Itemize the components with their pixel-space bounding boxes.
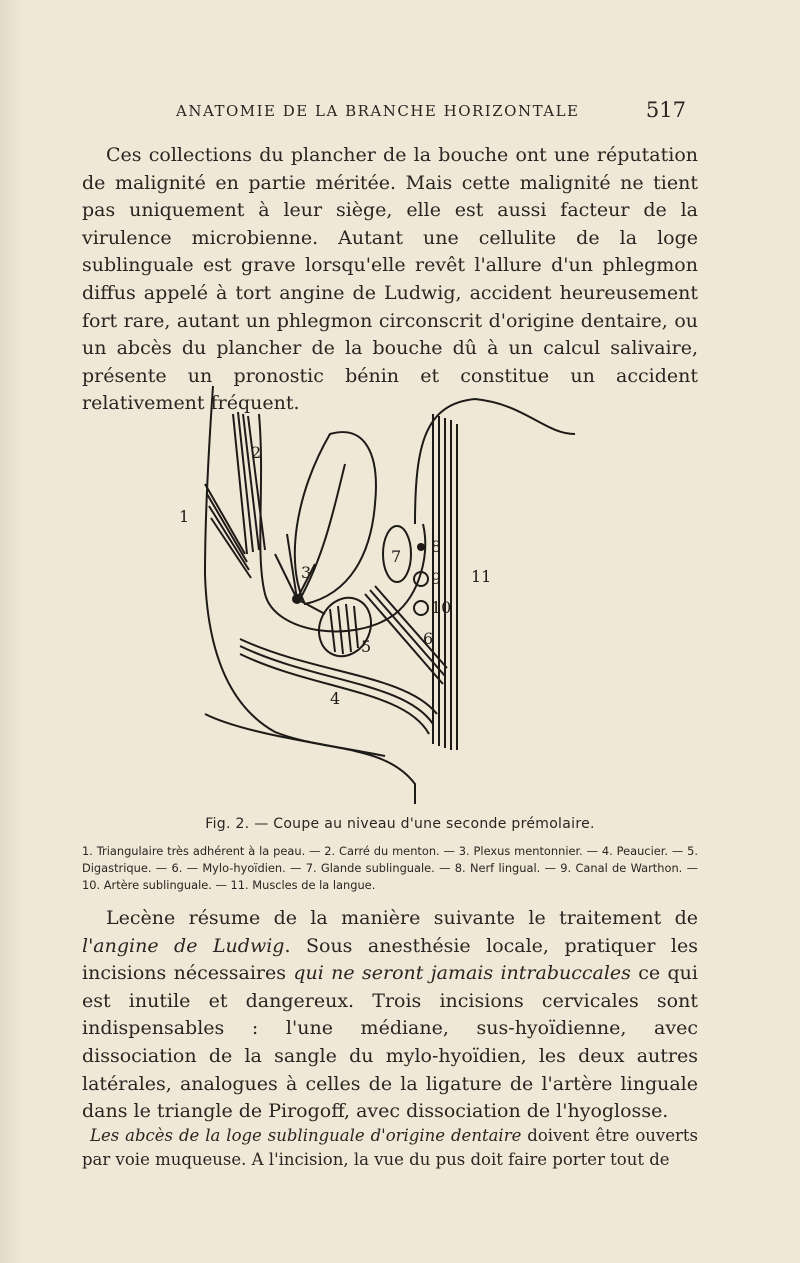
paragraph-2-italic-1: l'angine de Ludwig — [82, 934, 285, 957]
label-5: 5 — [361, 637, 372, 656]
label-9: 9 — [431, 569, 442, 588]
paragraph-2-text-3: ce qui est inutile et dangereux. Trois incisions cervicales sont indispensables : l'une médiane, sus-hyoïdienne, avec dissociation de la sangle du mylo-hyoïdien, les deux autres latérales, analogues à celles de la ligature de l'artère linguale dans le triangle de Pirogoff, avec dissociation de l'hyoglosse. — [82, 962, 698, 1123]
anatomical-figure — [175, 384, 585, 804]
label-3: 3 — [301, 563, 312, 582]
lingual-nerve-point — [417, 543, 425, 551]
label-6: 6 — [423, 629, 434, 648]
cross-section-diagram — [175, 384, 585, 804]
mental-nerve-point — [292, 594, 302, 604]
paragraph-3-italic-1: Les abcès de la loge sublinguale d'origine dentaire — [90, 1126, 522, 1145]
page-number: 517 — [645, 98, 686, 122]
label-10: 10 — [431, 598, 452, 617]
skin-line — [205, 714, 385, 756]
label-7: 7 — [391, 547, 402, 566]
label-11: 11 — [471, 567, 492, 586]
label-4: 4 — [330, 689, 341, 708]
platysma-muscle — [240, 639, 437, 734]
paragraph-1: Ces collections du plancher de la bouche ont une réputation de malignité en partie méritée. Mais cette malignité ne tient pas uniquement à leur siège, elle est aussi facteur de la virulence microbienne. Autant une cellulite de la loge sublinguale est grave lorsqu'elle revêt l'allure d'un phlegmon diffus appelé à tort angine de Ludwig, accident heureusement fort rare, autant un phlegmon circonscrit d'origine dentaire, ou un abcès du plancher de la bouche dû à un calcul salivaire, présente un pronostic bénin et constitue un accident relativement fréquent. — [82, 144, 698, 415]
paragraph-2-text-2: . Sous anesthésie locale, pratiquer les incisions nécessaires — [82, 934, 698, 985]
digastric-fibers — [330, 604, 358, 654]
sublingual-artery — [414, 601, 428, 615]
paragraph-2-italic-2: qui ne seront jamais intrabuccales — [293, 962, 631, 985]
figure-legend: 1. Triangulaire très adhérent à la peau. — 2. Carré du menton. — 3. Plexus mentonnier. — 4. Peaucier. — 5. Digastrique. — 6. — Mylo-hyoïdien. — 7. Glande sublinguale. — 8. Nerf lingual. — 9. Canal de Warthon. — 10. Artère sublinguale. — 11. Muscles de la langue. — [82, 844, 698, 892]
running-header — [176, 98, 686, 122]
running-title: ANATOMIE DE LA BRANCHE HORIZONTALE — [176, 102, 580, 120]
figure-caption — [0, 816, 800, 832]
label-8: 8 — [431, 537, 442, 556]
label-2: 2 — [251, 443, 262, 462]
paragraph-2 — [82, 905, 698, 1126]
label-1: 1 — [179, 507, 190, 526]
paragraph-3 — [82, 1124, 698, 1172]
paragraph-2-text-1: Lecène résume de la manière suivante le traitement de — [106, 907, 698, 929]
figure-number: Fig. 2. — [205, 816, 250, 832]
paragraph-3-text-1: doivent être ouverts par voie muqueuse. A l'incision, la vue du pus doit faire porter tout de — [82, 1126, 698, 1169]
figure-caption-text: — Coupe au niveau d'une seconde prémolaire. — [254, 816, 595, 832]
